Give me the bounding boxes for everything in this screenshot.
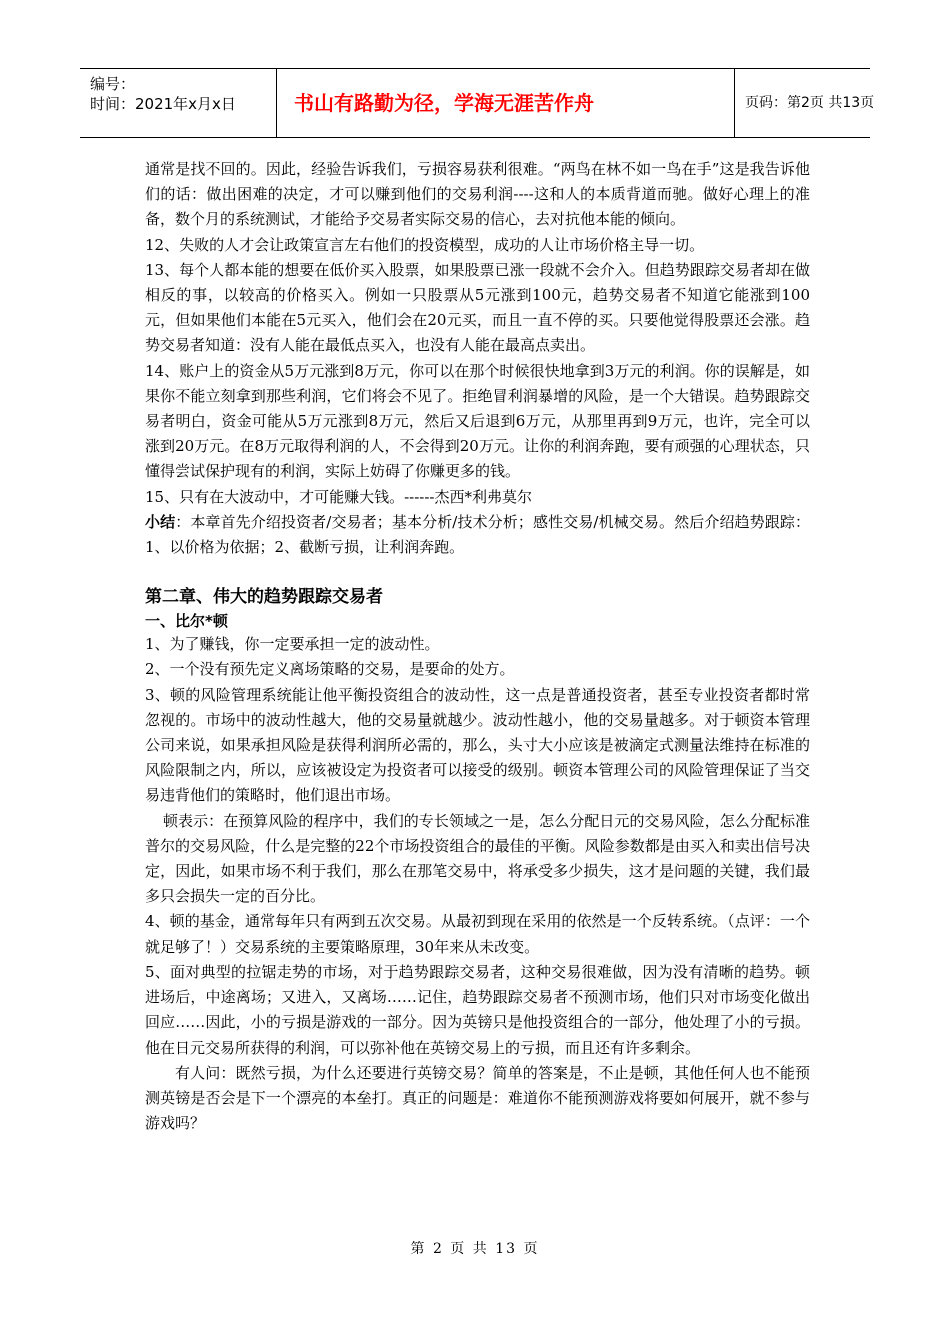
page-header <box>80 68 875 138</box>
paragraph-continuation: 通常是找不回的。因此，经验告诉我们，亏损容易获利很难。“两鸟在林不如一鸟在手”这是我告诉他们的话：做出困难的决定，才可以赚到他们的交易利润----这和人的本质背道而驰。做好心理上的准备，数个月的系统测试，才能给予交易者实际交易的信心，去对抗他本能的倾向。 <box>145 160 810 229</box>
header-right-cell <box>735 69 875 137</box>
header-motto: 书山有路勤为径，学海无涯苦作舟 <box>294 91 594 115</box>
document-number-label: 编号： <box>90 75 136 93</box>
document-date-label: 时间：2021年x月x日 <box>90 95 236 113</box>
document-body <box>145 157 810 1136</box>
dunn-point-3: 3、顿的风险管理系统能让他平衡投资组合的波动性，这一点是普通投资者，甚至专业投资者都时常忽视的。市场中的波动性越大，他的交易量就越少。波动性越小，他的交易量越多。对于顿资本管理公司来说，如果承担风险是获得利润所必需的，那么，头寸大小应该是被滴定式测量法维持在标准的风险限制之内，所以，应该被设定为投资者可以接受的级别。顿资本管理公司的风险管理保证了当交易违背他们的策略时，他们退出市场。 <box>145 685 810 805</box>
dunn-quote: 顿表示：在预算风险的程序中，我们的专长领域之一是，怎么分配日元的交易风险，怎么分配标准普尔的交易风险，什么是完整的22个市场投资组合的最佳的平衡。风险参数都是由买入和卖出信号决定，因此，如果市场不利于我们，那么在那笔交易中，将承受多少损失，这才是问题的关键，我们最多只会损失一定的百分比。 <box>145 811 810 906</box>
header-left-cell <box>80 69 277 137</box>
summary-text: ：本章首先介绍投资者/交易者；基本分析/技术分析；感性交易/机械交易。然后介绍趋势跟踪：1、以价格为依据；2、截断亏损，让利润奔跑。 <box>145 512 810 557</box>
paragraph-item-15: 15、只有在大波动中，才可能赚大钱。------杰西*利弗莫尔 <box>145 487 532 506</box>
header-motto-cell <box>276 69 735 137</box>
dunn-qa: 有人问：既然亏损，为什么还要进行英镑交易？简单的答案是，不止是顿，其他任何人也不能预测英镑是否会是下一个漂亮的本垒打。真正的问题是：难道你不能预测游戏将要如何展开，就不参与游戏吗？ <box>145 1063 810 1133</box>
dunn-point-4: 4、顿的基金，通常每年只有两到五次交易。从最初到现在采用的依然是一个反转系统。（点评：一个就足够了！）交易系统的主要策略原理，30年来从未改变。 <box>145 912 810 956</box>
dunn-point-1: 1、为了赚钱，你一定要承担一定的波动性。 <box>145 635 440 654</box>
paragraph-item-13: 13、每个人都本能的想要在低价买入股票，如果股票已涨一段就不会介入。但趋势跟踪交易者却在做相反的事，以较高的价格买入。例如一只股票从5元涨到100元，趋势交易者不知道它能涨到100元，但如果他们本能在5元买入，他们会在20元买，而且一直不停的买。只要他觉得股票还会涨。趋势交易者知道：没有人能在最低点买入，也没有人能在最高点卖出。 <box>145 260 810 355</box>
chapter-title: 第二章、伟大的趋势跟踪交易者 <box>145 587 383 608</box>
page-footer: 第 2 页 共 13 页 <box>410 1241 540 1257</box>
section-title: 一、比尔*顿 <box>145 612 228 631</box>
summary-label: 小结 <box>145 512 176 531</box>
dunn-point-5: 5、面对典型的拉锯走势的市场，对于趋势跟踪交易者，这种交易很难做，因为没有清晰的趋势。顿进场后，中途离场；又进入，又离场……记住，趋势跟踪交易者不预测市场，他们只对市场变化做出回应……因此，小的亏损是游戏的一部分。因为英镑只是他投资组合的一部分，他处理了小的亏损。他在日元交易所获得的利润，可以弥补他在英镑交易上的亏损，而且还有许多剩余。 <box>145 962 810 1057</box>
paragraph-item-12: 12、失败的人才会让政策宣言左右他们的投资模型，成功的人让市场价格主导一切。 <box>145 235 705 254</box>
paragraph-item-14: 14、账户上的资金从5万元涨到8万元，你可以在那个时候很快地拿到3万元的利润。你的误解是，如果你不能立刻拿到那些利润，它们将会不见了。拒绝冒利润暴增的风险，是一个大错误。趋势跟踪交易者明白，资金可能从5万元涨到8万元，然后又后退到6万元，从那里再到9万元，也许，完全可以涨到20万元。在8万元取得利润的人，不会得到20万元。让你的利润奔跑，要有顽强的心理状态，只懂得尝试保护现有的利润，实际上妨碍了你赚更多的钱。 <box>145 361 810 481</box>
chapter-summary <box>145 510 810 560</box>
dunn-point-2: 2、一个没有预先定义离场策略的交易，是要命的处方。 <box>145 660 515 679</box>
header-page-info: 页码：第2页 共13页 <box>745 95 875 111</box>
